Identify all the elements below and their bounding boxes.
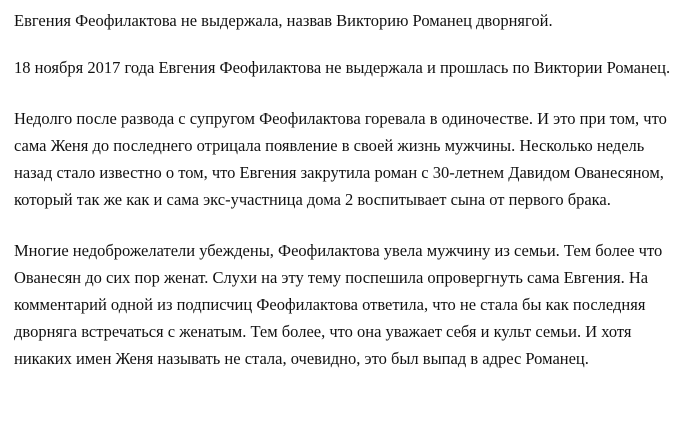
article-paragraph-3: Многие недоброжелатели убеждены, Феофилактова увела мужчину из семьи. Тем более что Ованесян до сих пор женат. Слухи на эту тему поспешила опровергнуть сама Евгения. На комментарий одной из подписчиц Феофилактова ответила, что не стала бы как последняя дворняга встречаться с женатым. Тем более, что она уважает себя и культ семьи. И хотя никаких имен Женя называть не стала, очевидно, это был выпад в адрес Романец. [14,241,663,368]
article-paragraph-1: 18 ноября 2017 года Евгения Феофилактова не выдержала и прошлась по Виктории Романец. [14,58,671,77]
article-paragraph-2: Недолго после развода с супругом Феофилактова горевала в одиночестве. И это при том, что сама Женя до последнего отрицала появление в своей жизнь мужчины. Несколько недель назад стало известно о том, что Евгения закрутила роман с 30-летнем Давидом Ованесяном, который так же как и сама экс-участница дома 2 воспитывает сына от первого брака. [14,109,667,209]
article-headline: Евгения Феофилактова не выдержала, назвав Викторию Романец дворнягой. [14,11,553,30]
